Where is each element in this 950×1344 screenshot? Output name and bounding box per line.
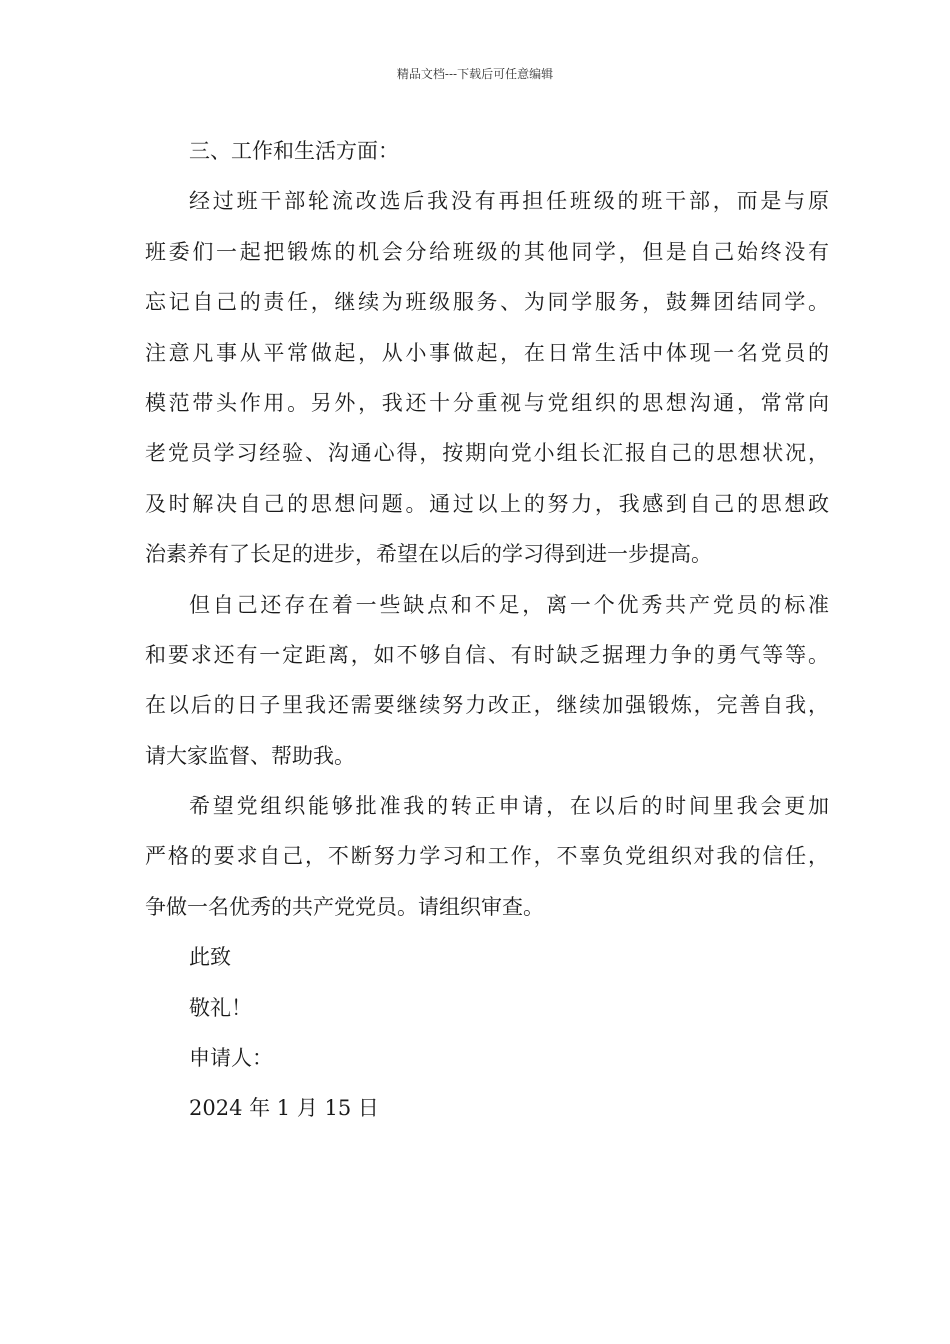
text-line: 请大家监督、帮助我。: [145, 743, 355, 768]
text-line: 班委们一起把锻炼的机会分给班级的其他同学，但是自己始终没有: [145, 239, 829, 264]
text-line: 忘记自己的责任，继续为班级服务、为同学服务，鼓舞团结同学。: [145, 290, 829, 315]
closing-regards: 敬礼！: [189, 995, 252, 1020]
text-line: 三、工作和生活方面：: [189, 139, 399, 163]
text-line: 和要求还有一定距离，如不够自信、有时缺乏据理力争的勇气等等。: [145, 642, 829, 667]
text-line: 模范带头作用。另外，我还十分重视与党组织的思想沟通，常常向: [145, 390, 829, 415]
document-date: 2024 年 1 月 15 日: [189, 1096, 379, 1121]
text-line: 希望党组织能够批准我的转正申请，在以后的时间里我会更加: [189, 794, 829, 819]
text-line: 注意凡事从平常做起，从小事做起，在日常生活中体现一名党员的: [145, 340, 829, 365]
applicant-label: 申请人：: [189, 1046, 273, 1071]
text-line: 及时解决自己的思想问题。通过以上的努力，我感到自己的思想政: [145, 491, 829, 516]
document-body: [145, 126, 829, 1134]
text-line: 在以后的日子里我还需要继续努力改正，继续加强锻炼，完善自我，: [145, 693, 829, 718]
text-line: 争做一名优秀的共产党党员。请组织审查。: [145, 894, 544, 919]
text-line: 老党员学习经验、沟通心得，按期向党小组长汇报自己的思想状况，: [145, 441, 829, 466]
text-line: 严格的要求自己，不断努力学习和工作，不辜负党组织对我的信任，: [145, 844, 829, 869]
text-line: 经过班干部轮流改选后我没有再担任班级的班干部，而是与原: [189, 189, 829, 214]
page-header: 精品文档---下载后可任意编辑: [396, 67, 554, 81]
closing-salutation: 此致: [189, 945, 231, 970]
text-line: 但自己还存在着一些缺点和不足，离一个优秀共产党员的标准: [189, 592, 829, 617]
text-line: 治素养有了长足的进步，希望在以后的学习得到进一步提高。: [145, 542, 712, 567]
